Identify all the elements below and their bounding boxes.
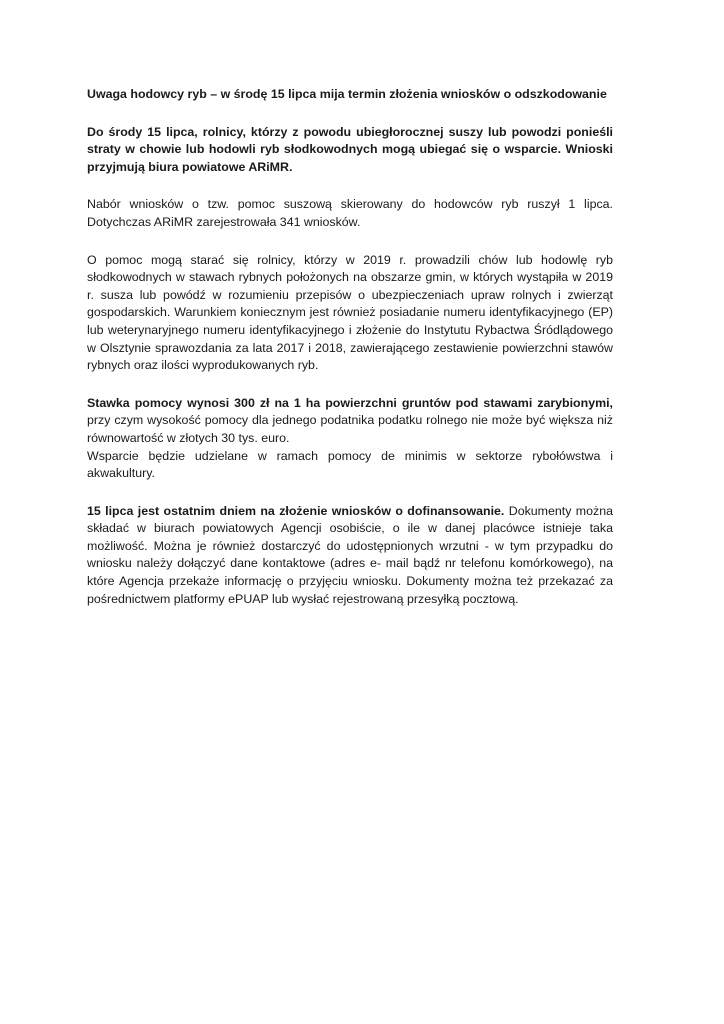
lead-paragraph: Do środy 15 lipca, rolnicy, którzy z powodu ubiegłorocznej suszy lub powodzi ponieśli straty w chowie lub hodowli ryb słodkowodnych mogą ubiegać się o wsparcie. Wnioski przyjmują biura powiatowe ARiMR. [87, 124, 613, 174]
aid-rate-text: przy czym wysokość pomocy dla jednego podatnika podatku rolnego nie może być większa niż równowartość w złotych 30 tys. euro. [87, 413, 613, 445]
paragraph-eligibility: O pomoc mogą starać się rolnicy, którzy w 2019 r. prowadzili chów lub hodowlę ryb słodkowodnych w stawach rybnych położonych na obszarze gmin, w których wystąpiła w 2019 r. susza lub powódź w rozumieniu przepisów o ubezpieczeniach upraw rolnych i zwierząt gospodarskich. Warunkiem koniecznym jest również posiadanie numeru identyfikacyjnego (EP) lub weterynaryjnego numeru identyfikacyjnego i złożenie do Instytutu Rybactwa Śródlądowego w Olsztynie sprawozdania za lata 2017 i 2018, zawierającego zestawienie powierzchni stawów rybnych oraz ilości wyprodukowanych ryb. [87, 252, 613, 373]
deadline-highlight: 15 lipca jest ostatnim dniem na złożenie wniosków o dofinansowanie. [87, 503, 505, 518]
document-title: Uwaga hodowcy ryb – w środę 15 lipca mija termin złożenia wniosków o odszkodowanie [87, 87, 607, 101]
paragraph-deadline [87, 503, 613, 609]
document-page [87, 86, 613, 628]
paragraph-de-minimis: Wsparcie będzie udzielane w ramach pomocy de minimis w sektorze rybołówstwa i akwakultury. [87, 448, 613, 481]
paragraph-aid-rate [87, 395, 613, 448]
aid-rate-highlight: Stawka pomocy wynosi 300 zł na 1 ha powierzchni gruntów pod stawami zarybionymi, [87, 395, 613, 410]
paragraph-application-intake: Nabór wniosków o tzw. pomoc suszową skierowany do hodowców ryb ruszył 1 lipca. Dotychczas ARiMR zarejestrowała 341 wniosków. [87, 197, 613, 229]
deadline-text: Dokumenty można składać w biurach powiatowych Agencji osobiście, o ile w danej placówce istnieje taka możliwość. Można je również dostarczyć do udostępnionych wrzutni - w tym przypadku do wniosku należy dołączyć dane kontaktowe (adres e- mail bądź nr telefonu komórkowego), na które Agencja przekaże informację o przyjęciu wniosku. Dokumenty można też przekazać za pośrednictwem platformy ePUAP lub wysłać rejestrowaną przesyłką pocztową. [87, 503, 613, 606]
